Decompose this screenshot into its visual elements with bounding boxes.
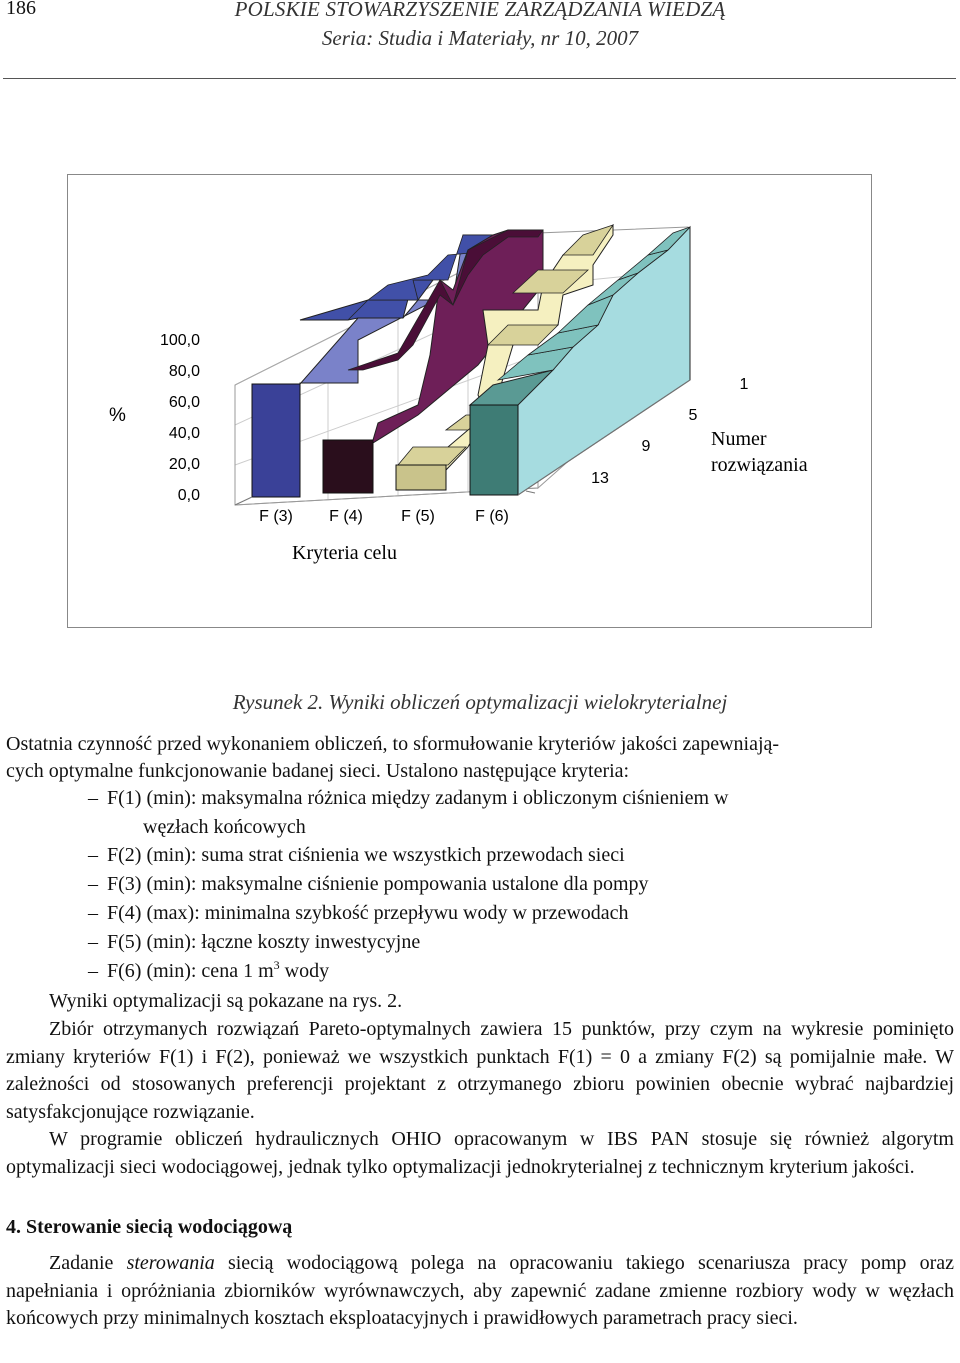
figure-caption: Rysunek 2. Wyniki obliczeń optymalizacji wielokryterialnej (232, 690, 728, 714)
paragraph-4-start: Zadanie (49, 1252, 114, 1274)
criteria-text: F(6) (min): cena 1 m (107, 960, 274, 982)
category-label: F (6) (475, 508, 509, 525)
depth-tick-label: 5 (688, 407, 698, 424)
y-tick-label: 80,0 (168, 363, 200, 380)
f6-front-bar (470, 405, 518, 495)
criteria-item: – F(3) (min): maksymalne ciśnienie pompowania ustalone dla pompy (88, 873, 649, 895)
journal-series: Seria: Studia i Materiały, nr 10, 2007 (321, 26, 639, 50)
section-heading: 4. Sterowanie siecią wodociągową (6, 1216, 293, 1238)
depth-tick-label: 1 (739, 376, 749, 393)
depth-axis-title-line1: Numer (711, 428, 767, 450)
category-label: F (5) (401, 508, 435, 525)
criteria-text: F(2) (min): suma strat ciśnienia we wszystkich przewodach sieci (107, 844, 625, 866)
paragraph-2 (6, 1016, 954, 1126)
criteria-text: F(5) (min): łączne koszty inwestycyjne (107, 931, 421, 953)
paragraph-4 (6, 1250, 954, 1333)
paragraph-3-text: W programie obliczeń hydraulicznych OHIO opracowanym w IBS PAN stosuje się również algorytm optymalizacji sieci wodociągowej, jednak tylko optymalizacji jednokryterialnej z technicznym kryterium jakości. (6, 1128, 954, 1178)
category-label: F (4) (329, 508, 363, 525)
depth-tick-label: 13 (591, 470, 609, 487)
depth-axis-title-line2: rozwiązania (711, 454, 808, 476)
y-axis-unit: % (109, 405, 126, 426)
criteria-item: – F(5) (min): łączne koszty inwestycyjne (88, 931, 421, 953)
y-tick-label: 100,0 (159, 332, 200, 349)
criteria-text: F(3) (min): maksymalne ciśnienie pompowania ustalone dla pompy (107, 873, 649, 895)
criteria-item: – F(6) (min): cena 1 $m^3$ wody (88, 958, 330, 982)
criteria-continuation: węzłach końcowych (143, 816, 306, 838)
criteria-item: – F(2) (min): suma strat ciśnienia we wszystkich przewodach sieci (88, 844, 625, 866)
f5-front-bar (396, 465, 446, 490)
y-tick-labels (160, 332, 200, 504)
paragraph-3 (6, 1126, 954, 1181)
header-rule (3, 78, 956, 79)
superscript: 3 (273, 958, 280, 972)
x-axis-title: Kryteria celu (292, 542, 397, 564)
paragraph-4-rest: siecią wodociągową polega na opracowaniu takiego scenariusza pracy pomp oraz napełniania i opróżniania zbiorników wyrównawczych, aby zapewnić zadane zmienne rozbiory wody w węzłach końcowych przy minimalnych kosztach eksploatacyjnych i prawidłowych parametrach pracy sieci. (6, 1252, 955, 1329)
journal-title: POLSKIE STOWARZYSZENIE ZARZĄDZANIA WIEDZĄ (234, 0, 726, 21)
criteria-text: F(4) (max): minimalna szybkość przepływu wody w przewodach (107, 902, 629, 924)
chart-3d-area (68, 175, 871, 627)
f3-front-bar (252, 384, 300, 497)
f4-front-bar (323, 440, 373, 493)
criteria-text: F(1) (min): maksymalna różnica między zadanym i obliczonym ciśnieniem w (107, 787, 729, 809)
y-tick-label: 60,0 (168, 394, 200, 411)
figure-box (67, 174, 872, 628)
y-tick-label: 0,0 (177, 487, 200, 504)
depth-tick-label: 9 (641, 438, 651, 455)
page-number: 186 (6, 0, 36, 19)
paragraph-1-line-1: Ostatnia czynność przed wykonaniem obliczeń, to sformułowanie kryteriów jakości zapewniają- (6, 733, 780, 755)
paragraph-4-italic: sterowania (126, 1252, 215, 1274)
y-tick-label: 40,0 (168, 425, 200, 442)
category-labels (259, 508, 509, 525)
criteria-text-end: wody (284, 960, 330, 982)
criteria-item: – F(4) (max): minimalna szybkość przepływu wody w przewodach (88, 902, 629, 924)
y-tick-label: 20,0 (168, 456, 200, 473)
paragraph-2-text: Zbiór otrzymanych rozwiązań Pareto-optymalnych zawiera 15 punktów, przy czym na wykresie pominięto zmiany kryteriów F(1) i F(2), ponieważ we wszystkich punktach F(1) = 0 a zmiany F(2) są pomijalnie małe. W zależności od stosowanych preferencji projektant z otrzymanego zbioru powinien obecnie wybrać najbardziej satysfakcjonujące rozwiązanie. (6, 1018, 954, 1123)
category-label: F (3) (259, 508, 293, 525)
paragraph-1-line-2: cych optymalne funkcjonowanie badanej sieci. Ustalono następujące kryteria: (6, 760, 630, 782)
criteria-item: – F(1) (min): maksymalna różnica między zadanym i obliczonym ciśnieniem w (88, 787, 729, 809)
results-line: Wyniki optymalizacji są pokazane na rys. 2. (49, 990, 403, 1012)
